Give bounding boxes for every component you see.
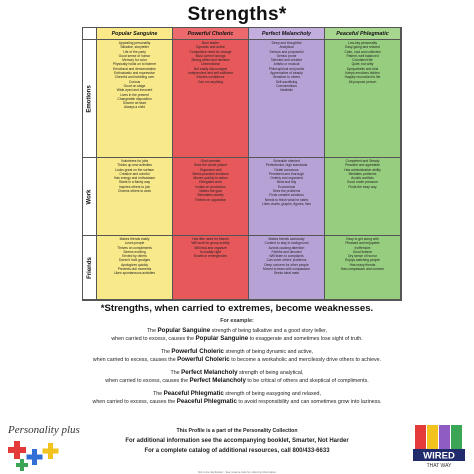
list-item: Serious and purposeful: [269, 49, 304, 54]
example-melancholy: The Perfect Melancholy strength of being analytical, when carried to excess, causes the Perfect Melancholy to be critical of others and skeptical of compliments.: [105, 369, 369, 384]
list-item: Excels in emergencies: [194, 254, 227, 259]
list-item: Loves people: [124, 241, 145, 246]
list-item: Philosophical and poetic: [268, 66, 305, 71]
list-item: Thrives on compliments: [117, 245, 152, 250]
row-label-friends: [83, 236, 97, 300]
list-item: Always a child: [124, 105, 145, 110]
list-item: Apologizes quickly: [120, 262, 149, 267]
list-item: Memory for color: [122, 58, 147, 63]
list-item: Inspires others to join: [118, 184, 151, 189]
list-item: Lives in the present: [120, 92, 149, 97]
list-item: Has compassion and concern: [340, 267, 385, 272]
list-item: Needs to finish what he starts: [264, 197, 309, 202]
list-item: Orderly and organized: [270, 176, 303, 181]
list-item: Talented and creative: [270, 58, 303, 63]
list-item: Curious: [128, 79, 141, 84]
list-item: Conscientious: [276, 83, 297, 88]
list-item: Not easily discouraged: [193, 66, 228, 71]
logo-right-title: WIRED: [423, 450, 455, 462]
list-item: Analytical: [279, 45, 294, 50]
list-item: Strong-willed and decisive: [191, 58, 230, 63]
cell-emotions-melancholy: [249, 40, 325, 158]
list-item: All-purpose person: [348, 79, 377, 84]
list-item: Has many friends: [349, 262, 376, 267]
list-item: Finds creative solutions: [269, 193, 304, 198]
cell-emotions-choleric: [173, 40, 249, 158]
list-item: Seems exciting: [123, 249, 146, 254]
cell-friends-melancholy: [249, 236, 325, 300]
list-item: Finds the easy way: [348, 184, 377, 189]
list-item: Charms others to work: [117, 189, 152, 194]
list-item: Volunteers for jobs: [120, 159, 149, 163]
list-item: Exudes confidence: [196, 75, 225, 80]
list-item: Enjoys watching people: [345, 258, 380, 263]
list-item: Enthusiastic and expressive: [114, 71, 155, 76]
list-item: Mediates problems: [348, 171, 377, 176]
list-item: Has administrative ability: [344, 167, 381, 172]
list-item: Sees the problems: [272, 189, 301, 194]
list-item: Thrives on opposition: [194, 197, 227, 202]
list-item: Seeks practical solutions: [192, 171, 229, 176]
wired-that-way-logo: [411, 423, 467, 469]
table-corner: [83, 28, 97, 40]
list-item: Likes charts, graphs, figures, lists: [262, 201, 311, 206]
list-item: Envied by others: [122, 254, 147, 259]
list-item: Schedule oriented: [273, 159, 300, 163]
cell-friends-choleric: [173, 236, 249, 300]
list-item: Physically holds on to listener: [112, 62, 157, 67]
list-item: Creative and colorful: [119, 171, 150, 176]
cell-work-phlegmatic: [325, 158, 401, 236]
weakness-warning: *Strengths, when carried to extremes, become weaknesses.: [100, 303, 374, 314]
list-item: Pleasant and enjoyable: [345, 241, 380, 246]
list-item: Avoids conflicts: [351, 176, 374, 181]
column-header-phlegmatic: Peaceful Phlegmatic: [325, 28, 401, 40]
list-item: Dynamic and active: [196, 45, 225, 50]
list-item: Sympathetic and kind: [346, 66, 379, 71]
list-item: Has little need for friends: [192, 237, 229, 241]
strengths-table: [82, 27, 402, 301]
list-item: Wide-eyed and innocent: [116, 88, 153, 93]
row-label-text: Friends: [86, 256, 93, 279]
list-item: Likes spontaneous activities: [113, 271, 156, 276]
list-item: Talkative, storyteller: [120, 45, 149, 50]
list-item: Quiet, but witty: [351, 62, 374, 67]
list-item: Cheerful and bubbling over: [114, 75, 155, 80]
logo-right-subtitle: THAT WAY: [426, 463, 452, 469]
list-item: Calm, cool and collected: [344, 49, 381, 54]
list-item: Consistent life: [352, 58, 373, 63]
list-item: Faithful and devoted: [271, 249, 302, 254]
list-item: Perfectionist, high standards: [265, 163, 308, 168]
list-item: Happily reconciled to life: [344, 75, 381, 80]
cell-work-melancholy: [249, 158, 325, 236]
fine-print: Not to be duplicated · See reverse side for ordering information: [197, 470, 277, 474]
list-item: Artistic or musical: [273, 62, 300, 67]
list-item: Peaceful and agreeable: [345, 163, 380, 168]
column-header-melancholy: Perfect Melancholy: [249, 28, 325, 40]
list-item: Will work for group activity: [191, 241, 230, 246]
list-item: Economical: [277, 184, 296, 189]
list-item: Sensitive to others: [272, 75, 301, 80]
list-item: Appealing personality: [118, 41, 151, 45]
list-item: Easy to get along with: [346, 237, 379, 241]
list-item: Delegates work: [199, 180, 222, 185]
column-header-sanguine: Popular Sanguine: [97, 28, 173, 40]
list-item: Inoffensive: [354, 245, 371, 250]
list-item: Dry sense of humor: [348, 254, 377, 259]
list-item: Can run anything: [197, 79, 224, 84]
list-item: Seeks ideal mate: [273, 271, 300, 276]
list-item: Sincere at heart: [122, 101, 147, 106]
cell-work-sanguine: [97, 158, 173, 236]
list-item: Emotional and demonstrative: [113, 66, 156, 71]
list-item: Starts in a flashy way: [118, 180, 151, 185]
row-label-emotions: [83, 40, 97, 158]
column-header-choleric: Powerful Choleric: [173, 28, 249, 40]
list-item: Goal oriented: [200, 159, 221, 163]
example-sanguine: The Popular Sanguine strength of being talkative and a good story teller, when carried to excess, causes the Popular Sanguine to exaggerate and sometimes lose sight of truth.: [111, 327, 363, 342]
list-item: Born leader: [201, 41, 220, 45]
list-item: Deep and thoughtful: [271, 41, 302, 45]
list-item: Stimulates activity: [197, 193, 224, 198]
list-item: Doesn't hold grudges: [118, 258, 151, 263]
list-item: Organizes well: [199, 167, 222, 172]
list-item: Genius prone: [276, 53, 297, 58]
list-item: Insists on production: [195, 184, 226, 189]
list-item: Keeps emotions hidden: [345, 71, 380, 76]
list-item: Life of the party: [123, 49, 146, 54]
row-label-text: Work: [86, 189, 93, 204]
example-phlegmatic: The Peaceful Phlegmatic strength of being easygoing and relaxed, when carried to excess, causes the Peaceful Phlegmatic to avoid responsibility and can sometimes grow into laziness.: [92, 390, 382, 405]
footer-booklet: For additional information see the accompanying booklet, Smarter, Not Harder: [125, 438, 349, 444]
list-item: Sees the whole picture: [193, 163, 228, 168]
list-item: Moves quickly to action: [193, 176, 228, 181]
list-item: Persistent and thorough: [268, 171, 304, 176]
footer-collection: This Profile is a part of the Personality Collection: [176, 428, 298, 434]
list-item: Avoids causing attention: [268, 245, 305, 250]
examples-title: For example:: [220, 318, 254, 324]
list-item: Good sense of humor: [118, 53, 151, 58]
list-item: Competent and Steady: [345, 159, 380, 163]
list-item: Easy-going and relaxed: [345, 45, 380, 50]
list-item: Patient, well balanced: [346, 53, 379, 58]
row-label-work: [83, 158, 97, 236]
list-item: Has energy and enthusiasm: [113, 176, 156, 181]
list-item: Is usually right: [199, 249, 222, 254]
list-item: Can solve others' problems: [266, 258, 307, 263]
list-item: Content to stay in background: [264, 241, 309, 246]
list-item: Good listener: [352, 249, 373, 254]
list-item: Changeable disposition: [117, 96, 152, 101]
example-choleric: The Powerful Choleric strength of being dynamic and active, when carried to excess, causes the Powerful Choleric to become a workaholic and mercilessly drive others to achieve.: [92, 348, 382, 363]
list-item: Looks great on the surface: [114, 167, 155, 172]
list-item: Independent and self-sufficient: [188, 71, 233, 76]
list-item: Deep concern for other people: [264, 262, 309, 267]
list-item: Must correct wrongs: [195, 53, 226, 58]
list-item: Idealistic: [280, 88, 293, 93]
page-title: Strengths*: [187, 4, 287, 25]
list-item: Moved to tears with compassion: [262, 267, 311, 272]
list-item: Thinks up new activities: [117, 163, 152, 168]
list-item: Makes the goal: [199, 189, 222, 194]
logo-left-text: Personality plus: [8, 424, 80, 436]
list-item: Makes friends cautiously: [268, 237, 305, 241]
row-label-text: Emotions: [86, 84, 93, 113]
list-item: Good under pressure: [346, 180, 379, 185]
list-item: Neat and tidy: [276, 180, 297, 185]
cell-friends-phlegmatic: [325, 236, 401, 300]
list-item: Detail conscious: [274, 167, 299, 172]
list-item: Compulsive need for change: [189, 49, 232, 54]
list-item: Low-key personality: [347, 41, 378, 45]
list-item: Will lead and organize: [194, 245, 227, 250]
list-item: Prevents dull moments: [117, 267, 152, 272]
cell-emotions-phlegmatic: [325, 40, 401, 158]
list-item: Unemotional: [201, 62, 220, 67]
list-item: Appreciative of beauty: [270, 71, 303, 76]
footer-catalog: For a complete catalog of additional resources, call 800/433-6633: [144, 448, 330, 454]
cell-emotions-sanguine: [97, 40, 173, 158]
list-item: Will listen to complaints: [269, 254, 304, 259]
cell-friends-sanguine: [97, 236, 173, 300]
list-item: Self-sacrificing: [275, 79, 298, 84]
list-item: Makes friends easily: [119, 237, 150, 241]
personality-plus-logo: [6, 413, 80, 473]
list-item: Good on stage: [123, 83, 146, 88]
cell-work-choleric: [173, 158, 249, 236]
